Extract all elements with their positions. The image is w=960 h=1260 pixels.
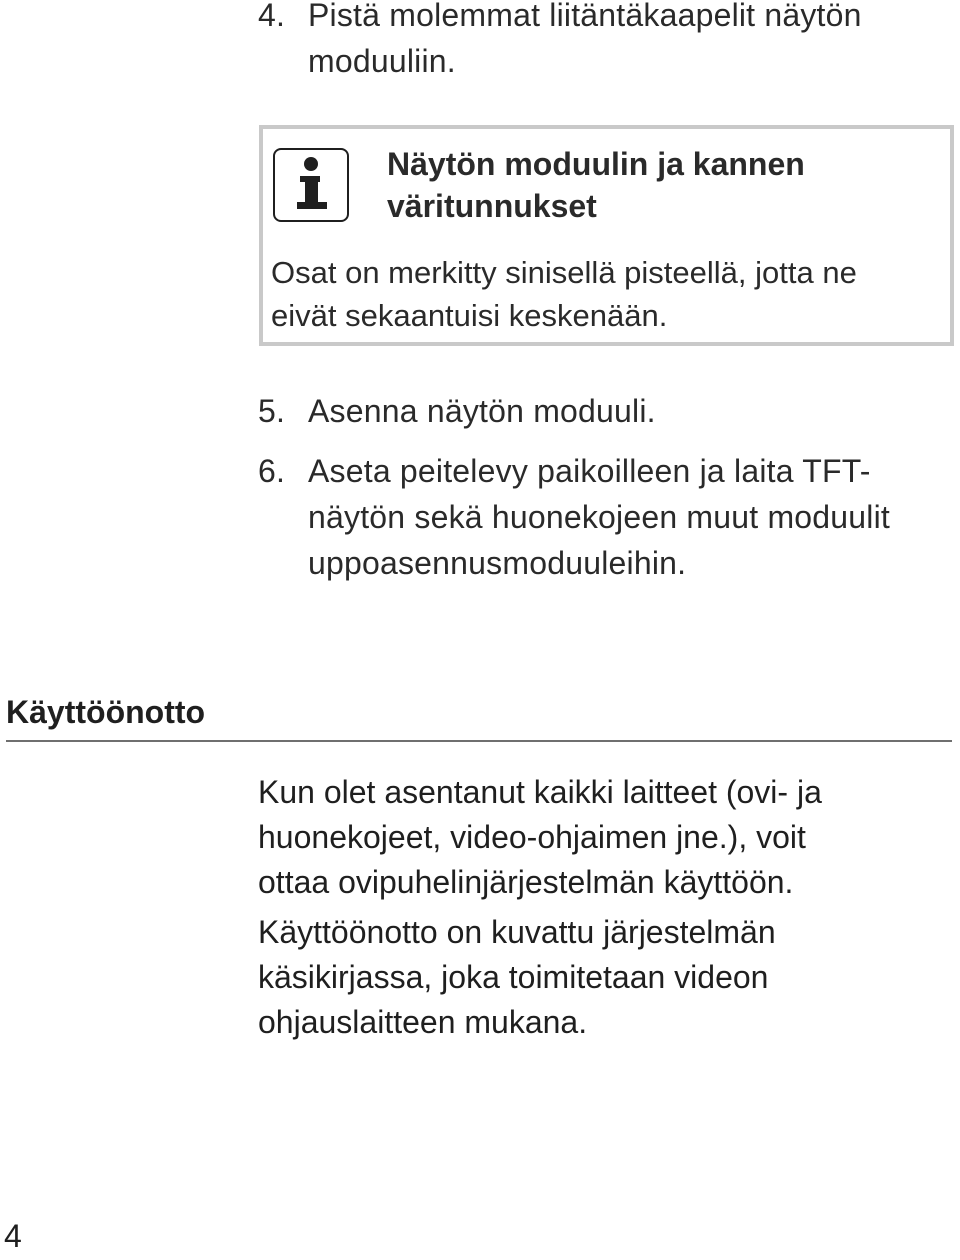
section-divider	[6, 740, 952, 742]
step-text: Pistä molemmat liitäntäkaapelit näytön moduuliin.	[308, 0, 862, 79]
step-5	[258, 388, 938, 434]
section-heading: Käyttöönotto	[6, 694, 206, 730]
step-number: 5.	[258, 393, 286, 429]
step-number: 4.	[258, 0, 286, 33]
step-text: Aseta peitelevy paikoilleen ja laita TFT-näytön sekä huonekojeen muut moduulit uppoasennusmoduuleihin.	[308, 453, 891, 581]
step-4	[258, 0, 938, 84]
info-box-title: Näytön moduulin ja kannen väritunnukset	[387, 146, 805, 224]
info-icon	[273, 148, 349, 222]
step-6	[258, 448, 938, 586]
info-box	[259, 125, 954, 346]
paragraph-manual-reference: Käyttöönotto on kuvattu järjestelmän käsikirjassa, joka toimitetaan videon ohjauslaitteen mukana.	[258, 914, 776, 1040]
paragraph-commissioning: Kun olet asentanut kaikki laitteet (ovi- ja huonekojeet, video-ohjaimen jne.), voit ottaa ovipuhelinjärjestelmän käyttöön.	[258, 774, 822, 900]
step-number: 6.	[258, 453, 286, 489]
page-number: 4	[4, 1218, 22, 1254]
info-box-body: Osat on merkitty sinisellä pisteellä, jotta ne eivät sekaantuisi keskenään.	[271, 255, 857, 333]
step-text: Asenna näytön moduuli.	[308, 393, 656, 429]
